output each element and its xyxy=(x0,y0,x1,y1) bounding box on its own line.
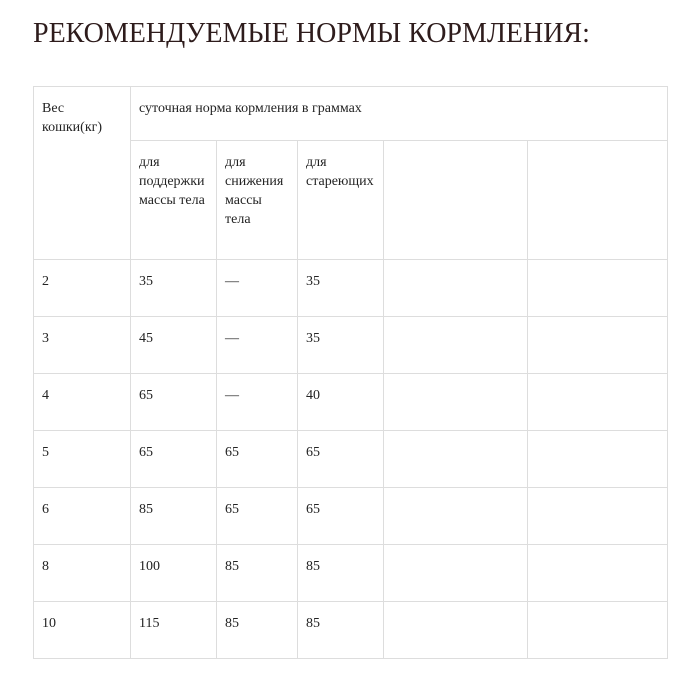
table-row xyxy=(34,317,668,374)
cell-maintain: 85 xyxy=(131,488,217,545)
cell-empty-1 xyxy=(384,374,528,431)
table-row xyxy=(34,260,668,317)
cell-empty-1 xyxy=(384,488,528,545)
table-header-row-1 xyxy=(34,87,668,141)
cell-senior: 65 xyxy=(298,431,384,488)
cell-empty-2 xyxy=(528,260,668,317)
cell-senior: 85 xyxy=(298,602,384,659)
header-reduce: для снижения массы тела xyxy=(217,141,298,260)
header-daily-norm-group: суточная норма кормления в граммах xyxy=(131,87,668,141)
table-row xyxy=(34,602,668,659)
header-empty-1 xyxy=(384,141,528,260)
cell-reduce: — xyxy=(217,317,298,374)
cell-empty-2 xyxy=(528,431,668,488)
cell-empty-1 xyxy=(384,545,528,602)
cell-weight: 4 xyxy=(34,374,131,431)
cell-reduce: 85 xyxy=(217,545,298,602)
cell-empty-2 xyxy=(528,602,668,659)
cell-reduce: 65 xyxy=(217,488,298,545)
cell-weight: 2 xyxy=(34,260,131,317)
table-row xyxy=(34,431,668,488)
cell-empty-1 xyxy=(384,602,528,659)
header-weight: Вес кошки(кг) xyxy=(34,87,131,260)
cell-senior: 35 xyxy=(298,317,384,374)
cell-weight: 5 xyxy=(34,431,131,488)
cell-reduce: 65 xyxy=(217,431,298,488)
cell-empty-2 xyxy=(528,317,668,374)
cell-maintain: 65 xyxy=(131,431,217,488)
cell-weight: 8 xyxy=(34,545,131,602)
cell-empty-1 xyxy=(384,431,528,488)
table-row xyxy=(34,545,668,602)
cell-senior: 35 xyxy=(298,260,384,317)
cell-maintain: 115 xyxy=(131,602,217,659)
header-senior: для стареющих xyxy=(298,141,384,260)
cell-empty-1 xyxy=(384,260,528,317)
cell-weight: 6 xyxy=(34,488,131,545)
cell-maintain: 35 xyxy=(131,260,217,317)
cell-senior: 85 xyxy=(298,545,384,602)
cell-reduce: — xyxy=(217,374,298,431)
cell-reduce: 85 xyxy=(217,602,298,659)
cell-maintain: 65 xyxy=(131,374,217,431)
cell-empty-2 xyxy=(528,374,668,431)
header-empty-2 xyxy=(528,141,668,260)
cell-senior: 65 xyxy=(298,488,384,545)
cell-maintain: 45 xyxy=(131,317,217,374)
header-maintain: для поддержки массы тела xyxy=(131,141,217,260)
cell-empty-1 xyxy=(384,317,528,374)
cell-reduce: — xyxy=(217,260,298,317)
page-title: РЕКОМЕНДУЕМЫЕ НОРМЫ КОРМЛЕНИЯ: xyxy=(33,18,590,49)
cell-weight: 10 xyxy=(34,602,131,659)
table-row xyxy=(34,374,668,431)
cell-maintain: 100 xyxy=(131,545,217,602)
cell-senior: 40 xyxy=(298,374,384,431)
feeding-norms-table xyxy=(33,86,668,659)
cell-empty-2 xyxy=(528,545,668,602)
cell-weight: 3 xyxy=(34,317,131,374)
table-row xyxy=(34,488,668,545)
cell-empty-2 xyxy=(528,488,668,545)
